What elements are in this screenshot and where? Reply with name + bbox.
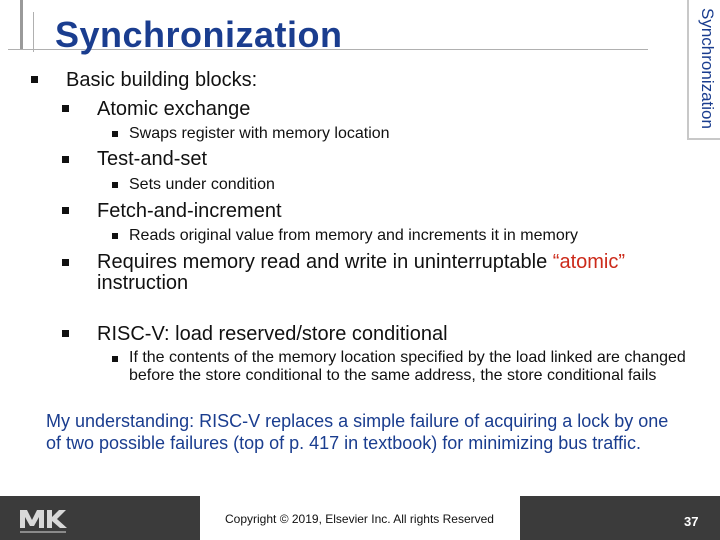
copyright-text: Copyright © 2019, Elsevier Inc. All rights Reserved — [225, 512, 494, 526]
bullet-reads-original-value: Reads original value from memory and increments it in memory — [129, 227, 579, 244]
decorative-vertical-line — [20, 0, 23, 50]
bullet-icon — [62, 156, 69, 163]
bullet-atomic-exchange: Atomic exchange — [97, 98, 251, 120]
bullet-icon — [112, 131, 118, 137]
bullet-icon — [112, 356, 118, 362]
bullet-icon — [112, 233, 118, 239]
bullet-riscv: RISC-V: load reserved/store conditional — [97, 323, 448, 345]
mk-logo-icon — [18, 504, 74, 536]
bullet-icon — [62, 207, 69, 214]
footer-bar — [0, 496, 720, 540]
bullet-requires-memory-cont: instruction — [97, 272, 189, 294]
bullet-swaps-register: Swaps register with memory location — [129, 125, 390, 142]
author-note: My understanding: RISC-V replaces a simple failure of acquiring a lock by one of two possible failures (top of p. 417 in textbook) for minimizing bus traffic. — [46, 411, 669, 453]
bullet-icon — [31, 76, 38, 83]
bullet-requires-memory — [97, 251, 625, 274]
bullet-basic-building-blocks: Basic building blocks: — [66, 69, 258, 91]
bullet-test-and-set: Test-and-set — [97, 148, 208, 170]
page-number: 37 — [684, 514, 699, 529]
bullet-icon — [112, 182, 118, 188]
bullet-fetch-and-increment: Fetch-and-increment — [97, 200, 282, 222]
bullet-icon — [62, 105, 69, 112]
atomic-highlight: “atomic” — [552, 251, 626, 273]
side-tab — [687, 0, 720, 140]
decorative-vertical-line-thin — [33, 12, 34, 52]
bullet-sets-under-condition: Sets under condition — [129, 176, 275, 193]
slide-title: Synchronization — [55, 14, 343, 55]
bullet-icon — [62, 259, 69, 266]
requires-text: Requires memory read and write in uninterruptable — [97, 251, 553, 273]
bullet-icon — [62, 330, 69, 337]
bullet-if-contents: If the contents of the memory location specified by the load linked are changed before the store conditional to the same address, the store conditional fails — [129, 349, 686, 384]
side-tab-label: Synchronization — [698, 7, 717, 129]
